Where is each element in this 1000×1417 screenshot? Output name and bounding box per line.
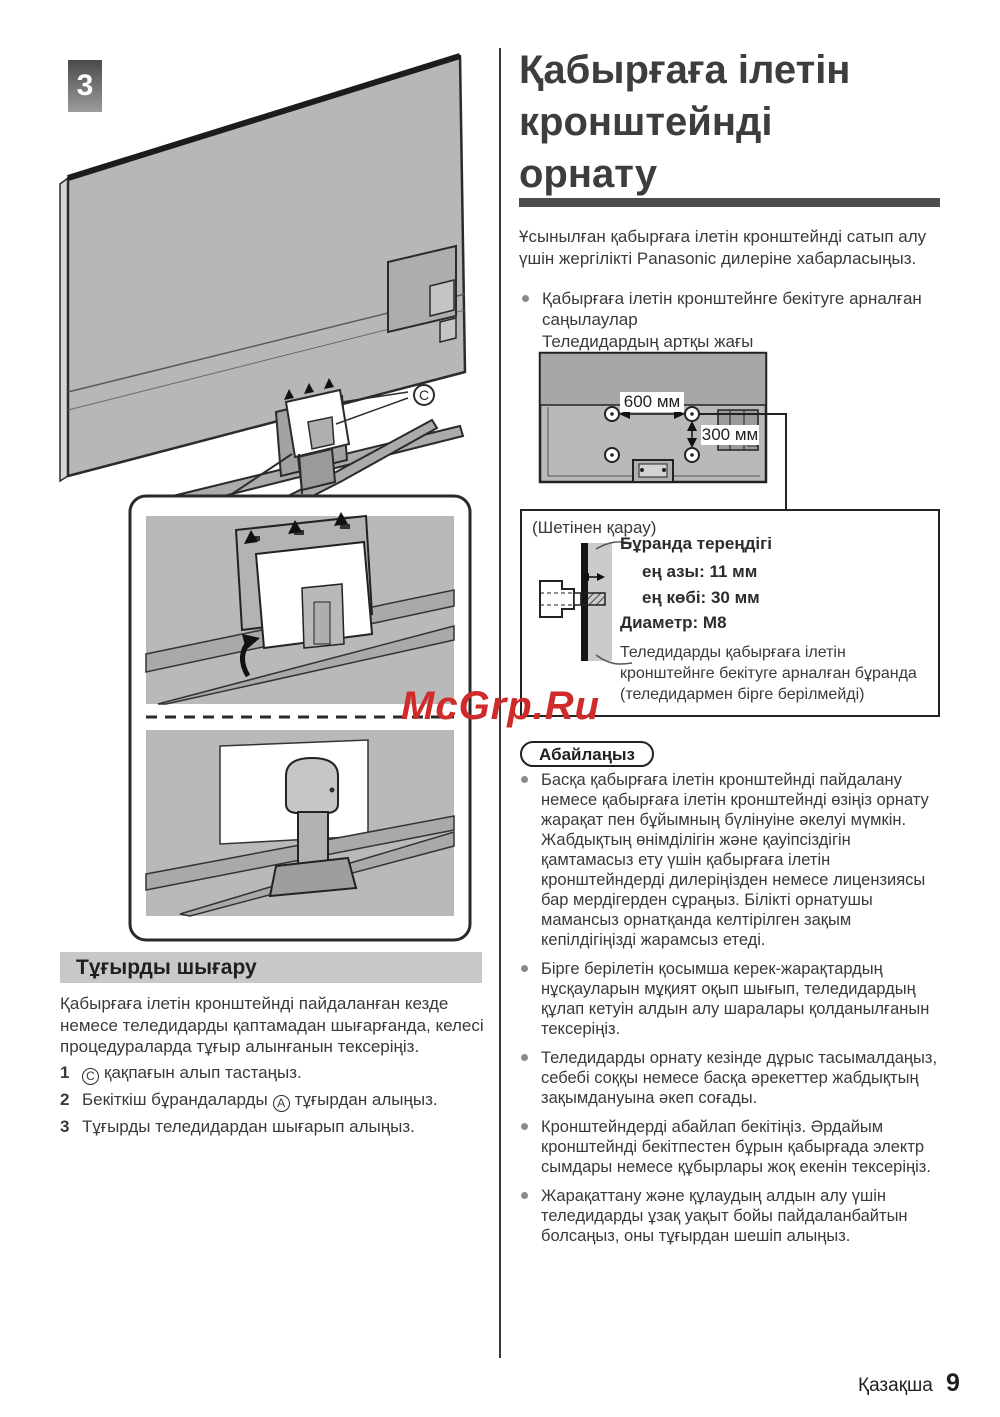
remove-stand-steps xyxy=(60,1062,486,1142)
screw-depth-title: Бұранда тереңдігі xyxy=(620,534,772,553)
caution-item: Теледидарды орнату кезінде дұрыс тасымалдаңыз, себебі соққы немесе басқа әрекеттер жабдықтың зақымдануына әкеп соғады. xyxy=(519,1048,943,1108)
caution-item: Бірге берілетін қосымша керек-жарақтардың нұсқауларын мұқият оқып шығып, теледидардың құлап кетуін алдын алу шаралары қолданылғанын тексеріңіз. xyxy=(519,959,943,1039)
screw-note: Теледидарды қабырғаға ілетін кронштейнге бекітуге арналған бұранда (теледидармен бірге берілмейді) xyxy=(620,644,917,703)
circled-a-icon: A xyxy=(273,1095,290,1112)
caution-item: Жарақаттану және құлаудың алдын алу үшін теледидарды ұзақ уақыт бойы пайдаланбайтын болсаңыз, оны тұғырдан шешіп алыңыз. xyxy=(519,1186,943,1246)
screw-depth-max: ең көбі: 30 мм xyxy=(642,588,760,607)
page-title-line-1: Қабырғаға ілетін xyxy=(519,48,851,92)
step-row xyxy=(60,1089,486,1112)
caution-pill: Абайлаңыз xyxy=(520,741,654,767)
title-rule xyxy=(519,198,940,207)
footer-page-number: 9 xyxy=(946,1369,960,1397)
caution-item: Кронштейндерді абайлап бекітіңіз. Әрдайым кронштейнді бекітпестен бұрын қабырғада электр сымдары немесе құбырлары жоқ екенін тексеріңіз. xyxy=(519,1117,943,1177)
watermark: McGrp.Ru xyxy=(401,684,601,728)
step-text: Тұғырды теледидардан шығарып алыңыз. xyxy=(82,1117,415,1136)
remove-stand-intro: Қабырғаға ілетін кронштейнді пайдаланған кезде немесе теледидарды қаптамадан шығарғанда, келесі процедураларда тұғыр алынғанын тексеріңіз. xyxy=(60,994,484,1056)
page-title-line-3: орнату xyxy=(519,152,658,196)
step-number: 2 xyxy=(60,1090,70,1109)
step-number: 1 xyxy=(60,1063,70,1082)
side-view-caption: (Шетінен қарау) xyxy=(532,518,657,537)
step-row xyxy=(60,1116,486,1138)
mount-holes-subline: Теледидардың артқы жағы xyxy=(542,332,754,351)
step-text: C қақпағын алып тастаңыз. xyxy=(82,1062,302,1085)
page-title xyxy=(519,44,943,200)
height-dimension-label: 300 мм xyxy=(701,425,759,444)
tv-rear-illustration xyxy=(36,40,481,510)
step-text: Бекіткіш бұрандаларды A тұғырдан алыңыз. xyxy=(82,1090,438,1110)
step-number: 3 xyxy=(60,1117,70,1136)
bullet-dot-icon xyxy=(521,1123,528,1130)
bullet-dot-icon xyxy=(521,776,528,783)
bullet-dot-icon xyxy=(522,295,529,302)
mount-holes-bullet: Қабырғаға ілетін кронштейнге бекітуге арналған саңылаулар Теледидардың артқы жағы xyxy=(519,288,941,352)
caution-item: Басқа қабырғаға ілетін кронштейнді пайдалану немесе қабырғаға ілетін кронштейнді өзіңіз орнату жарақат пен бұйымның бүлінуіне әкелуі мүмкін. Жабдықтың өнімділігін және қауіпсіздігін қамтамасыз ету үшін қабырғаға ілетін кронштейндерді дилеріңізден немесе лицензиясы бар мердігерден сұраңыз. Білікті орнатушы мамансыз орнатқанда келтірілген зақым кепілдігіңізді жарамсыз етеді. xyxy=(519,770,943,950)
width-dimension-label: 600 мм xyxy=(620,392,684,412)
screw-depth-min: ең азы: 11 мм xyxy=(642,562,758,581)
bullet-dot-icon xyxy=(521,1192,528,1199)
label-c-circle: C xyxy=(413,384,435,406)
page-title-line-2: кронштейнді xyxy=(519,100,773,144)
bullet-dot-icon xyxy=(521,965,528,972)
step-badge: 3 xyxy=(68,60,102,112)
intro-paragraph: Ұсынылған қабырғаға ілетін кронштейнді сатып алу үшін жергілікті Panasonic дилеріне хабарласыңыз. xyxy=(519,227,927,268)
caution-list xyxy=(519,770,943,1255)
step-row xyxy=(60,1062,486,1085)
footer-language: Қазақша xyxy=(858,1375,933,1396)
remove-stand-header: Тұғырды шығару xyxy=(60,952,482,983)
circled-c-icon: C xyxy=(82,1068,99,1085)
bullet-dot-icon xyxy=(521,1054,528,1061)
screw-diameter: Диаметр: M8 xyxy=(620,613,727,632)
